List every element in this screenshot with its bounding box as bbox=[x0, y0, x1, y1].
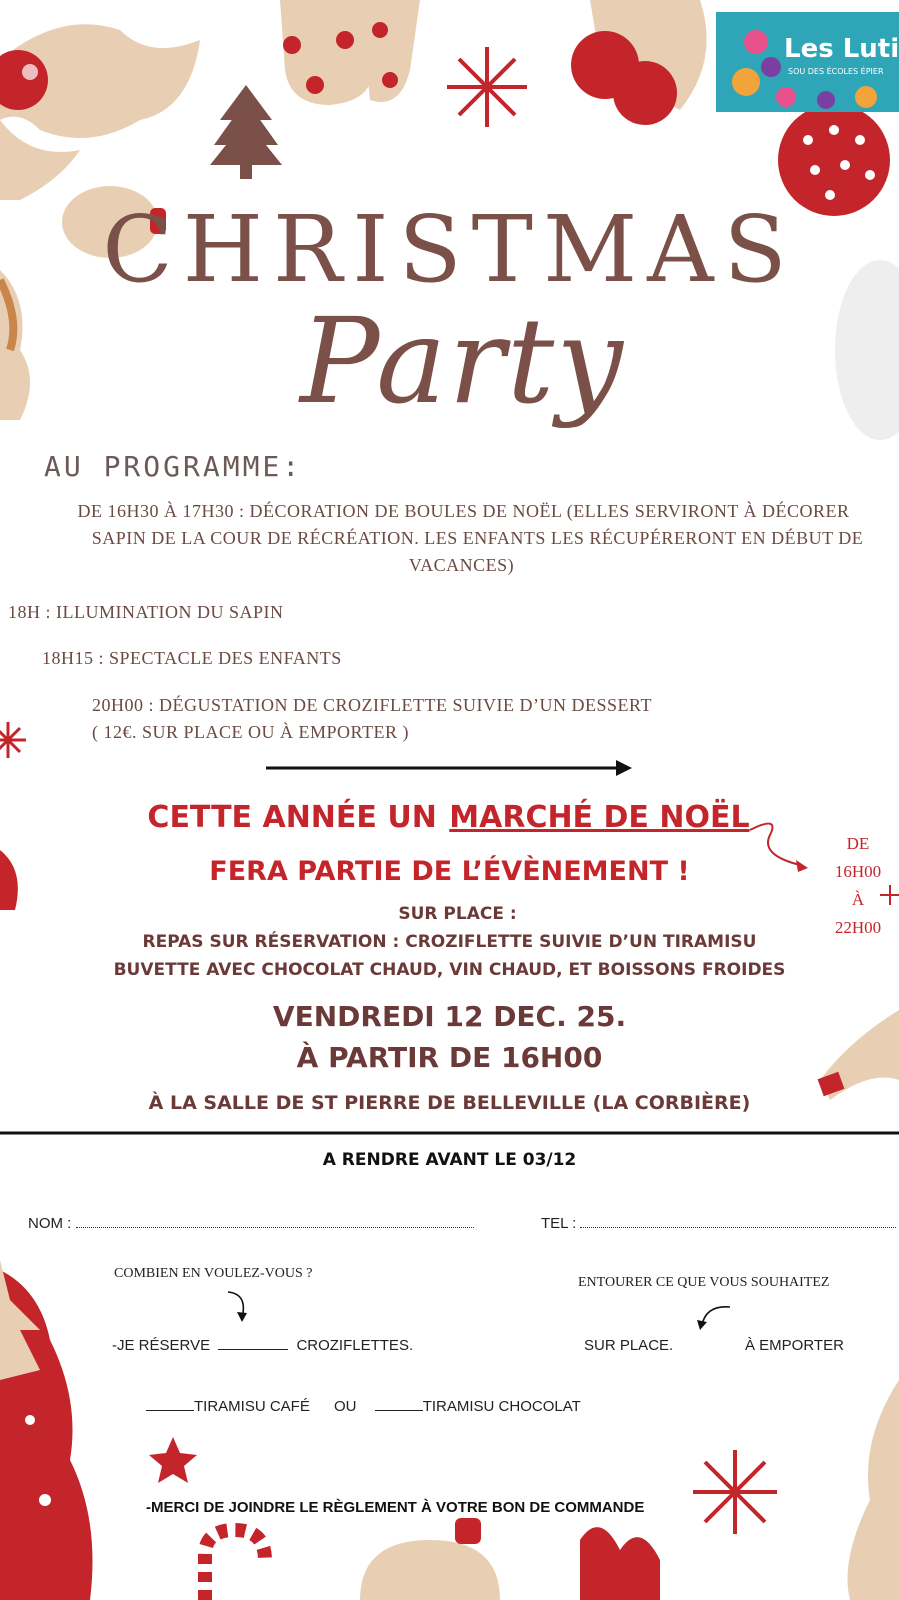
holly-leaves-icon bbox=[0, 24, 200, 200]
curved-arrow-icon bbox=[226, 1288, 256, 1324]
payment-note: -MERCI DE JOINDRE LE RÈGLEMENT À VOTRE BON DE COMMANDE bbox=[146, 1499, 645, 1516]
market-line-2: FERA PARTIE DE L’ÉVÈNEMENT ! bbox=[209, 856, 690, 887]
tiramisu-chocolate-label: TIRAMISU CHOCOLAT bbox=[422, 1398, 581, 1415]
crozoflette-quantity-blank[interactable] bbox=[218, 1349, 288, 1350]
tiramisu-chocolate-blank[interactable] bbox=[375, 1410, 423, 1411]
mitten-icon bbox=[580, 1527, 660, 1600]
programme-item-line: SAPIN DE LA COUR DE RÉCRÉATION. LES ENFANTS LES RÉCUPÉRERONT EN DÉBUT DE bbox=[91, 528, 864, 548]
programme-item-line: ( 12€. SUR PLACE OU À EMPORTER ) bbox=[92, 722, 409, 742]
tel-field[interactable] bbox=[541, 1215, 896, 1232]
name-input-line[interactable] bbox=[76, 1227, 474, 1228]
snowflake-icon bbox=[693, 1450, 777, 1534]
tel-label: TEL : bbox=[541, 1215, 577, 1232]
event-time: À PARTIR DE 16H00 bbox=[296, 1041, 603, 1074]
ornament-icon bbox=[360, 1540, 500, 1600]
market-hours-line: 16H00 bbox=[834, 862, 882, 881]
snowflake-icon bbox=[0, 722, 26, 758]
programme-item-line: 20H00 : DÉGUSTATION DE CROZIFLETTE SUIVIE D’UN DESSERT bbox=[92, 695, 652, 715]
candy-cane-icon bbox=[205, 1530, 265, 1600]
programme-item-show: 18H15 : SPECTACLE DES ENFANTS bbox=[42, 648, 342, 668]
reserve-suffix: CROZIFLETTES. bbox=[296, 1337, 414, 1354]
logo-name: Les Luti bbox=[784, 34, 899, 64]
name-field[interactable] bbox=[28, 1215, 474, 1232]
logo-subtitle: SOU DES ÉCOLES ÉPIER bbox=[788, 67, 884, 76]
programme-heading: AU PROGRAMME: bbox=[44, 450, 303, 483]
school-logo bbox=[716, 12, 899, 112]
onsite-meal: REPAS SUR RÉSERVATION : CROZIFLETTE SUIVIE D’UN TIRAMISU bbox=[142, 932, 757, 952]
market-highlight: MARCHÉ DE NOËL bbox=[449, 800, 750, 835]
market-hours-line: DE bbox=[846, 834, 870, 853]
tel-input-line[interactable] bbox=[580, 1227, 896, 1228]
page-subtitle: Party bbox=[300, 292, 625, 430]
onsite-bar: BUVETTE AVEC CHOCOLAT CHAUD, VIN CHAUD, ET BOISSONS FROIDES bbox=[113, 960, 786, 980]
reserve-prefix: -JE RÉSERVE bbox=[112, 1337, 211, 1354]
market-line-prefix: CETTE ANNÉE UN bbox=[147, 800, 448, 835]
circle-instruction: ENTOURER CE QUE VOUS SOUHAITEZ bbox=[578, 1275, 830, 1290]
onsite-info bbox=[0, 900, 899, 984]
star-icon bbox=[149, 1437, 197, 1483]
programme-item-dinner bbox=[92, 692, 652, 746]
snowflake-icon bbox=[447, 47, 527, 127]
event-date: VENDREDI 12 DEC. 25. bbox=[272, 1000, 627, 1033]
market-hours-line: À bbox=[851, 890, 865, 909]
tiramisu-coffee-blank[interactable] bbox=[146, 1410, 194, 1411]
curved-arrow-icon bbox=[694, 1303, 734, 1333]
christmas-tree-icon bbox=[0, 1260, 93, 1600]
option-take-away[interactable]: À EMPORTER bbox=[745, 1337, 844, 1354]
or-label: OU bbox=[334, 1398, 357, 1415]
event-location: À LA SALLE DE ST PIERRE DE BELLEVILLE (LA CORBIÈRE) bbox=[148, 1092, 751, 1114]
form-deadline: A RENDRE AVANT LE 03/12 bbox=[322, 1150, 577, 1170]
name-label: NOM : bbox=[28, 1215, 72, 1232]
option-on-site[interactable]: SUR PLACE. bbox=[584, 1337, 674, 1354]
reserve-line bbox=[112, 1337, 413, 1354]
tiramisu-coffee-label: TIRAMISU CAFÉ bbox=[194, 1398, 310, 1415]
tree-icon bbox=[210, 85, 282, 179]
programme-item-illumination: 18H : ILLUMINATION DU SAPIN bbox=[8, 602, 284, 622]
tiramisu-line bbox=[146, 1398, 581, 1415]
how-many-label: COMBIEN EN VOULEZ-VOUS ? bbox=[114, 1266, 313, 1281]
page-title: CHRISTMAS bbox=[102, 196, 797, 303]
programme-item-line: DE 16H30 À 17H30 : DÉCORATION DE BOULES DE NOËL (ELLES SERVIRONT À DÉCORER bbox=[77, 501, 850, 521]
programme-item-decoration bbox=[0, 498, 899, 579]
tree-icon bbox=[848, 1380, 899, 1600]
stocking-icon bbox=[280, 0, 420, 105]
market-announcement bbox=[0, 800, 899, 835]
programme-item-line: VACANCES) bbox=[408, 555, 515, 575]
market-hours-line: 22H00 bbox=[834, 918, 882, 937]
onsite-label: SUR PLACE : bbox=[398, 904, 517, 924]
